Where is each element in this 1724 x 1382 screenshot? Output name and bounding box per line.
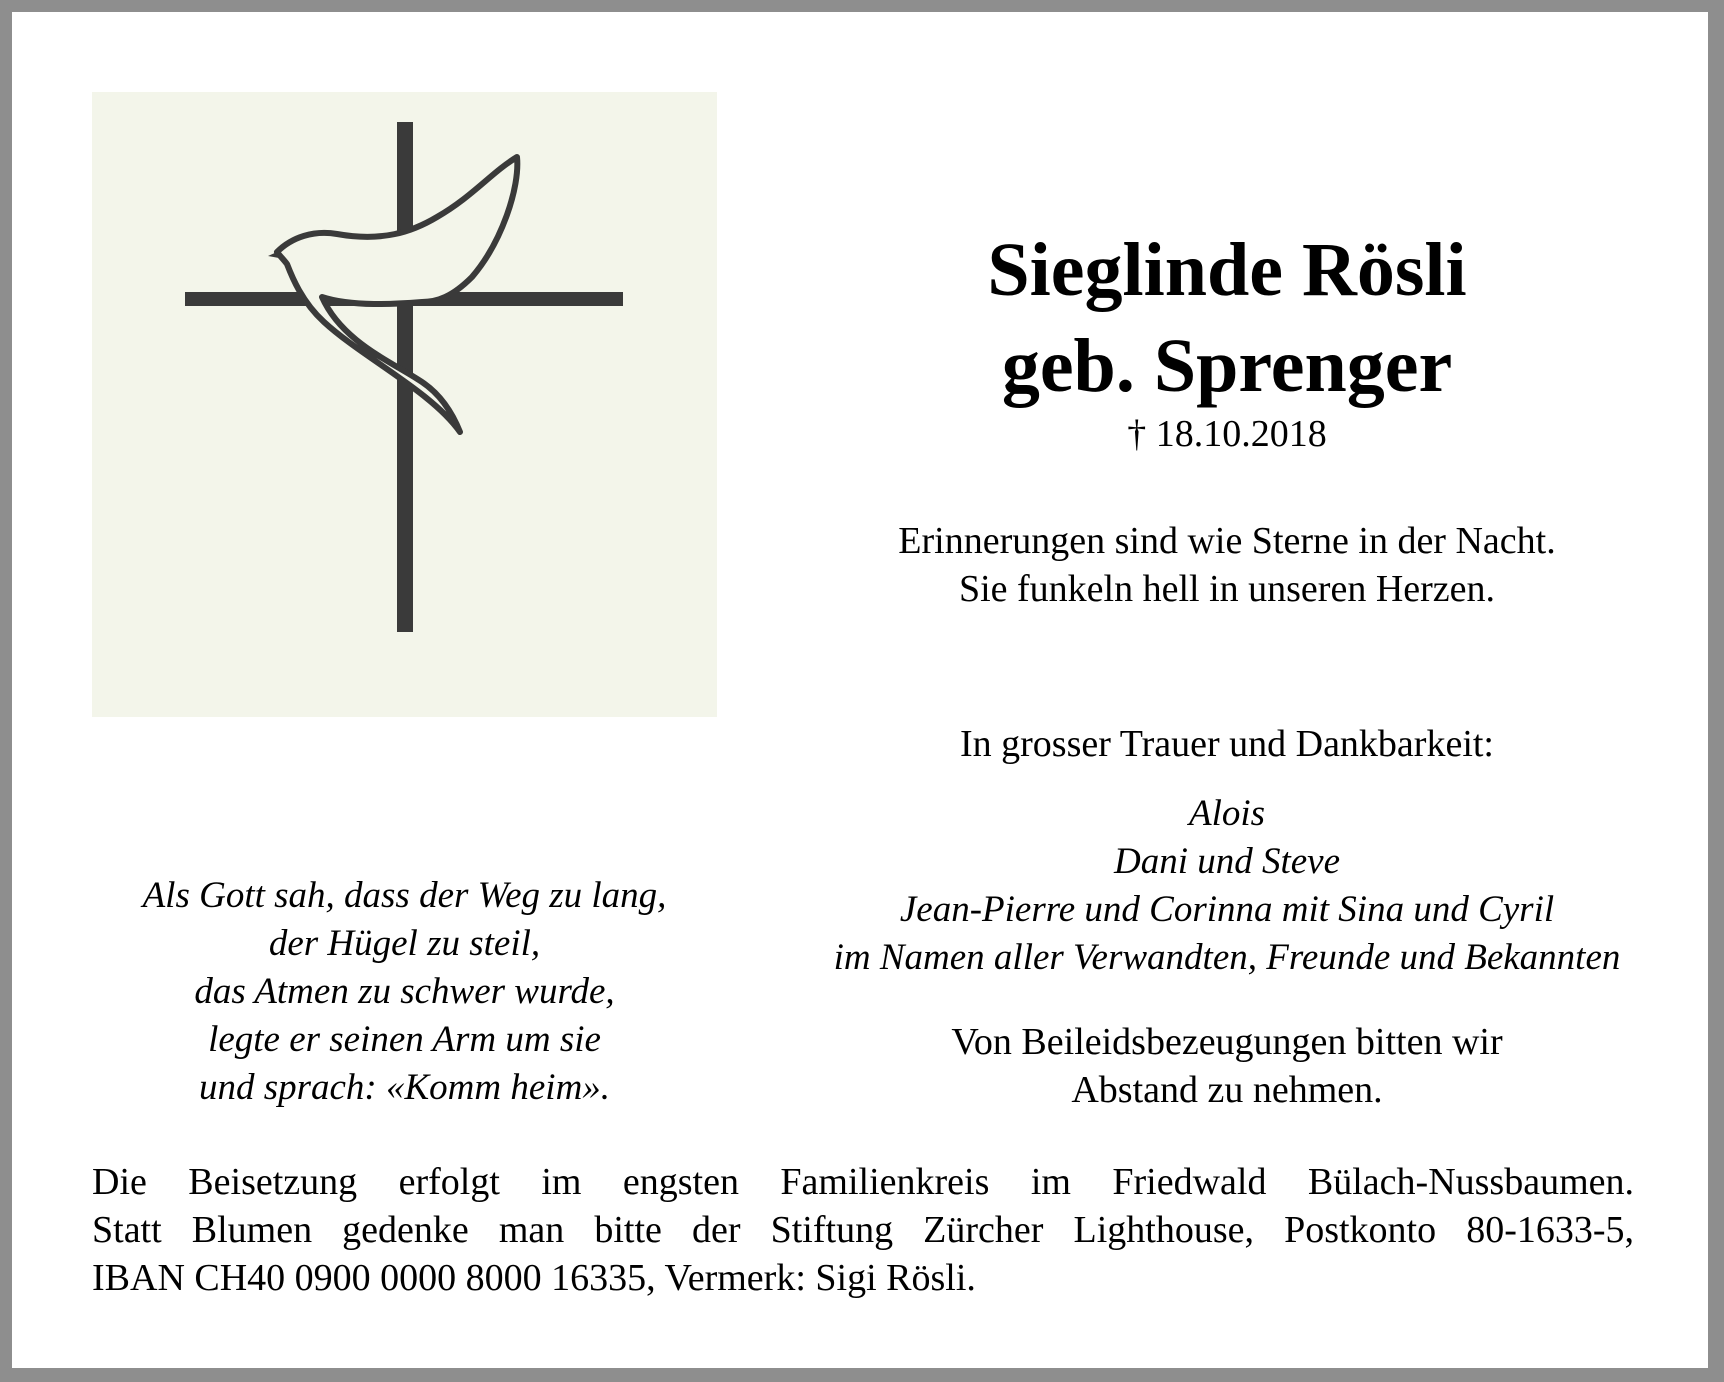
- burial-line: Die Beisetzung erfolgt im engsten Familienkreis im Friedwald Bülach-Nussbaumen.: [92, 1161, 1634, 1203]
- memorial-quote: [802, 517, 1652, 613]
- obituary-page: [12, 12, 1708, 1368]
- mourners-list: [802, 790, 1652, 982]
- mourner-line: Jean-Pierre und Corinna mit Sina und Cyril: [899, 889, 1555, 930]
- burial-line: IBAN CH40 0900 0000 8000 16335, Vermerk: Sigi Rösli.: [92, 1257, 976, 1299]
- burial-line: Statt Blumen gedenke man bitte der Stiftung Zürcher Lighthouse, Postkonto 80-1633-5,: [92, 1209, 1634, 1251]
- poem-line: das Atmen zu schwer wurde,: [194, 971, 615, 1012]
- name-line-1: Sieglinde Rösli: [987, 228, 1467, 312]
- burial-notice: [92, 1158, 1634, 1302]
- mourner-line: Dani und Steve: [1113, 841, 1341, 882]
- quote-line-1: Erinnerungen sind wie Sterne in der Nacht.: [898, 520, 1556, 562]
- condolence-line-2: Abstand zu nehmen.: [1071, 1069, 1383, 1111]
- poem-line: und sprach: «Komm heim».: [198, 1067, 611, 1108]
- condolence-note: [802, 1018, 1652, 1114]
- poem-line: legte er seinen Arm um sie: [208, 1019, 601, 1060]
- death-date: † 18.10.2018: [1127, 413, 1327, 455]
- poem: [92, 872, 717, 1112]
- name-line-2: geb. Sprenger: [1001, 324, 1453, 408]
- symbol-image: [92, 92, 717, 717]
- mourners-intro: In grosser Trauer und Dankbarkeit:: [959, 723, 1494, 765]
- cross-with-dove-icon: [92, 92, 717, 717]
- condolence-line-1: Von Beileidsbezeugungen bitten wir: [951, 1021, 1503, 1063]
- poem-line: der Hügel zu steil,: [268, 923, 541, 964]
- deceased-name: [802, 222, 1652, 414]
- mourner-line: im Namen aller Verwandten, Freunde und Bekannten: [833, 937, 1621, 978]
- quote-line-2: Sie funkeln hell in unseren Herzen.: [958, 568, 1496, 610]
- mourner-line: Alois: [1188, 793, 1266, 834]
- poem-line: Als Gott sah, dass der Weg zu lang,: [142, 875, 667, 916]
